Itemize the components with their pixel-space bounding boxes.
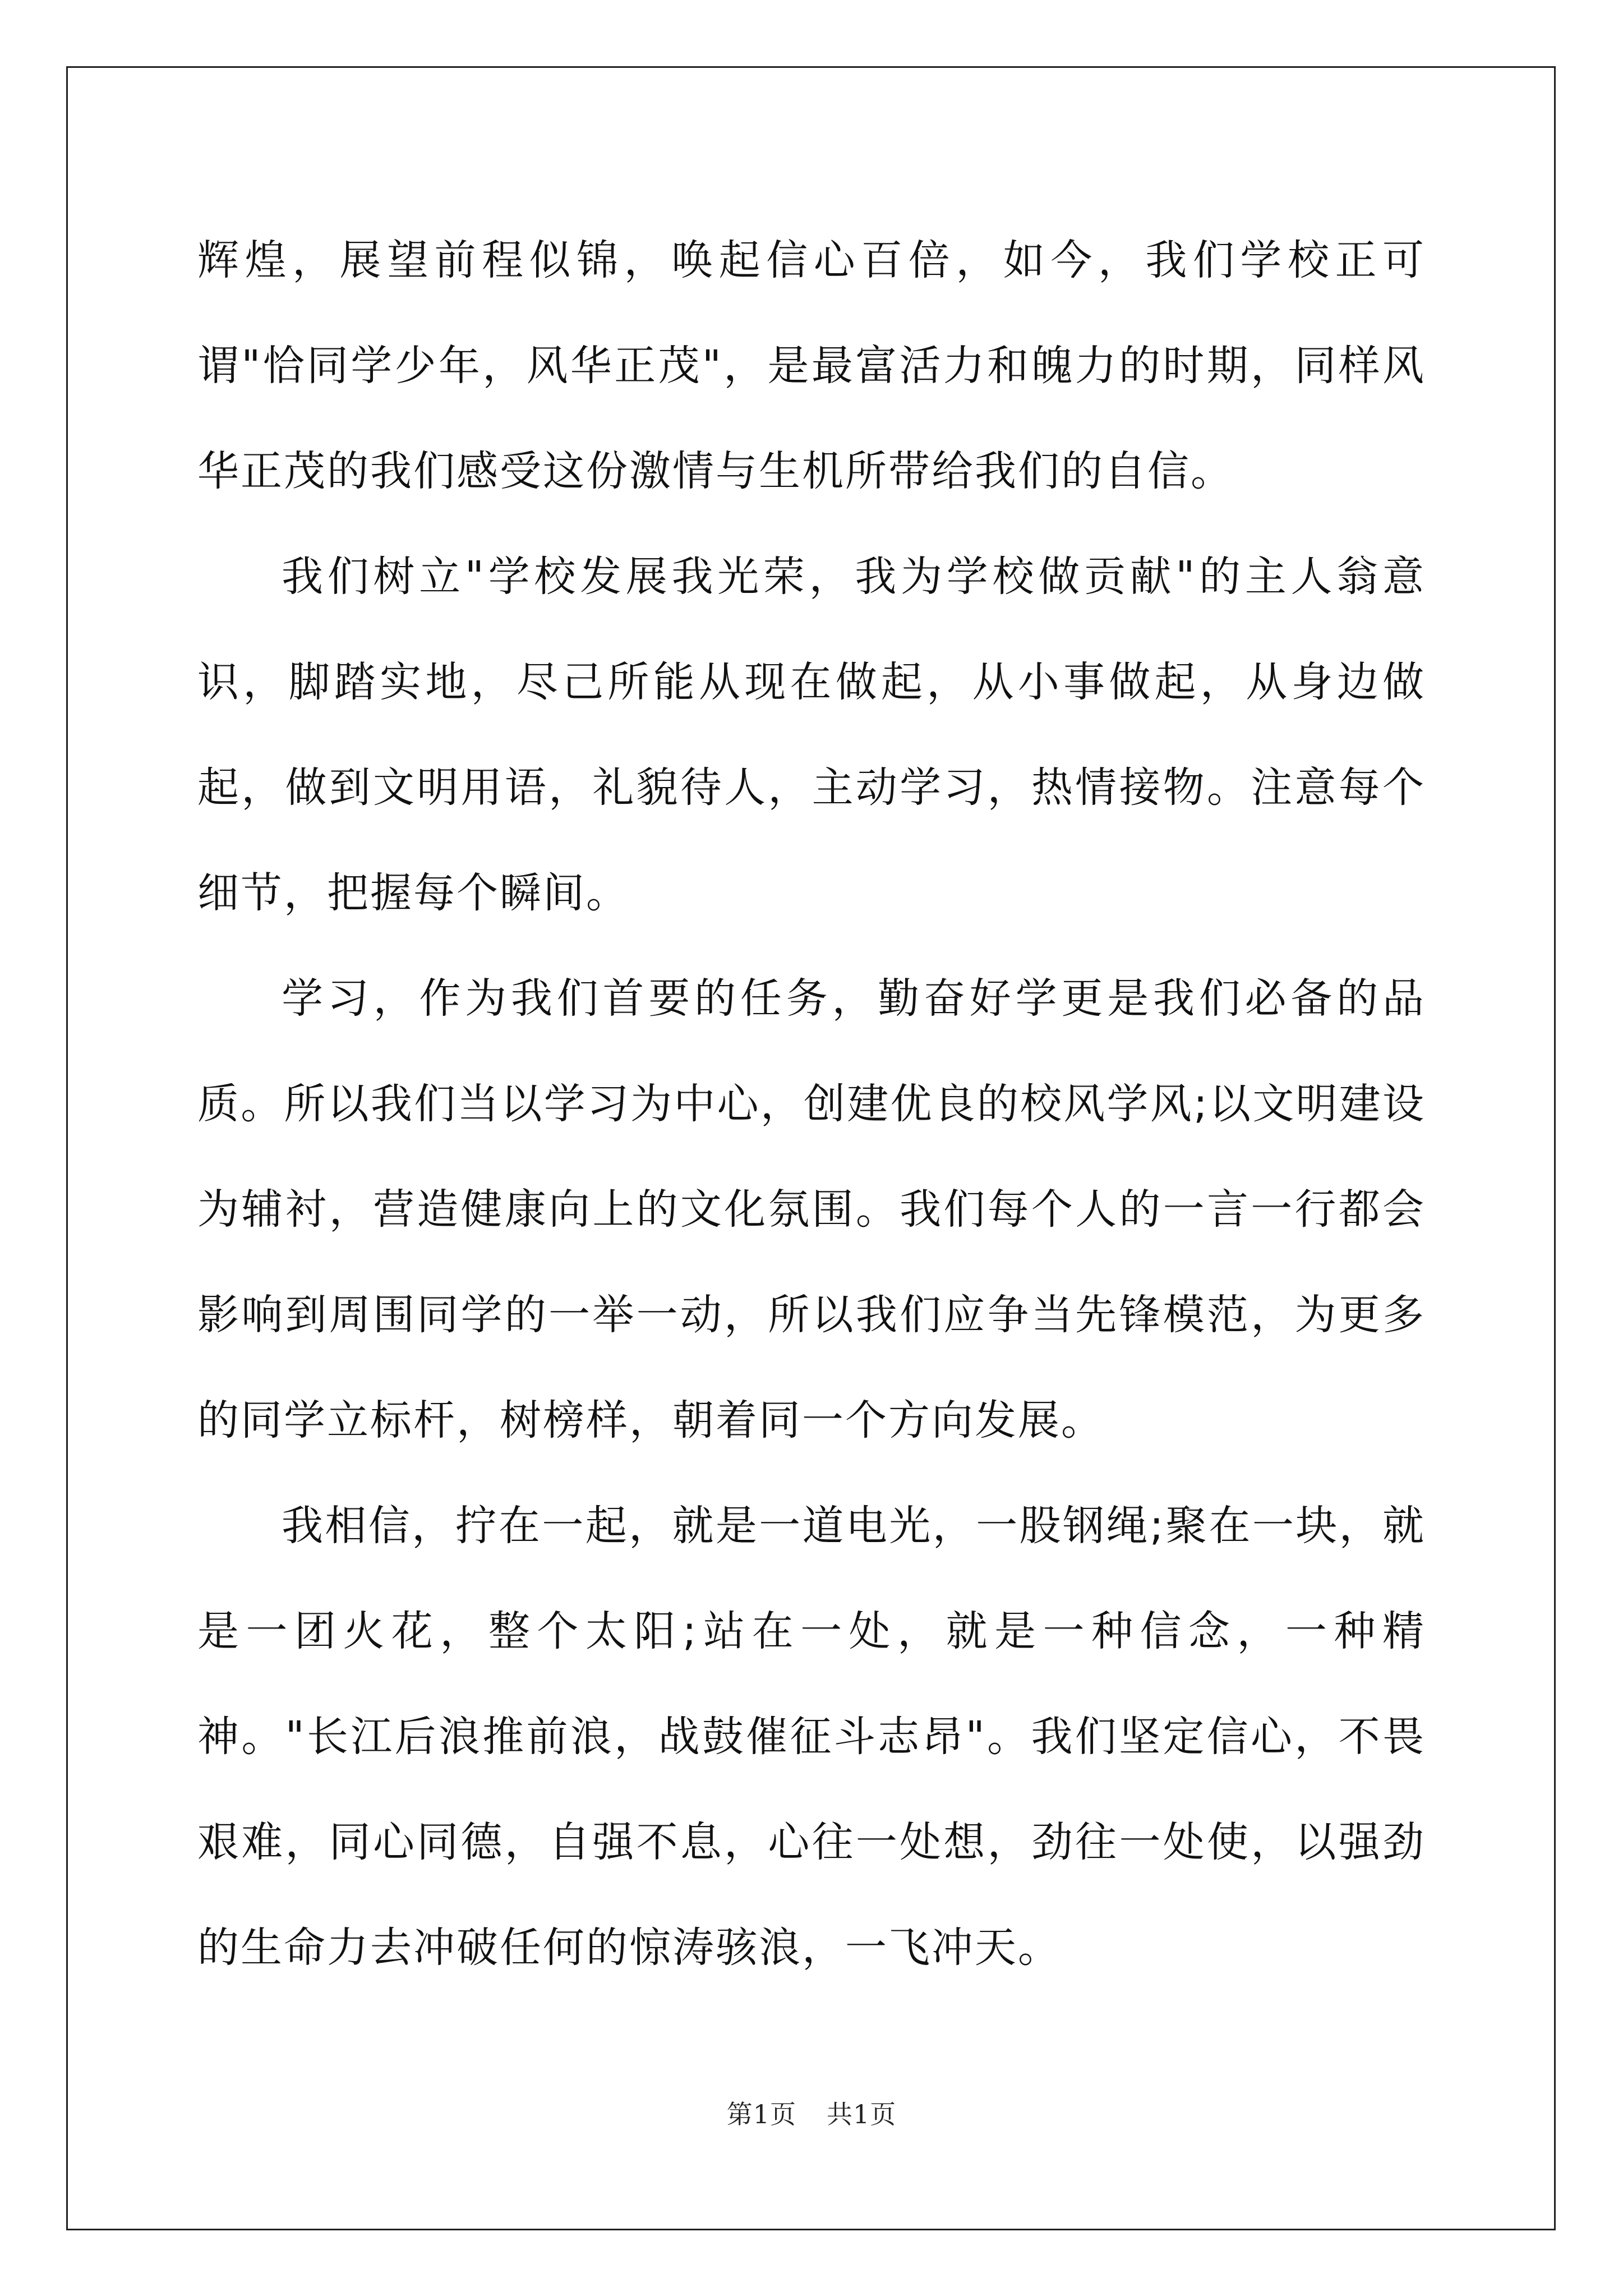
page-number: 第1页	[726, 2099, 796, 2129]
page-footer	[0, 2094, 1623, 2131]
paragraph-4: 我相信，拧在一起，就是一道电光，一股钢绳;聚在一块，就是一团火花，整个太阳;站在一处，就是一种信念，一种精神。"长江后浪推前浪，战鼓催征斗志昂"。我们坚定信心，不畏艰难，同心同德，自强不息，心往一处想，劲往一处使，以强劲的生命力去冲破任何的惊涛骇浪，一飞冲天。	[197, 1502, 1426, 1972]
document-body	[197, 208, 1426, 2000]
paragraph-1: 辉煌，展望前程似锦，唤起信心百倍，如今，我们学校正可谓"恰同学少年，风华正茂"，是最富活力和魄力的时期，同样风华正茂的我们感受这份激情与生机所带给我们的自信。	[197, 236, 1426, 495]
paragraph-2: 我们树立"学校发展我光荣，我为学校做贡献"的主人翁意识，脚踏实地，尽己所能从现在做起，从小事做起，从身边做起，做到文明用语，礼貌待人，主动学习，热情接物。注意每个细节，把握每个瞬间。	[197, 553, 1426, 917]
page-total: 共1页	[827, 2099, 897, 2129]
paragraph-3: 学习，作为我们首要的任务，勤奋好学更是我们必备的品质。所以我们当以学习为中心，创建优良的校风学风;以文明建设为辅衬，营造健康向上的文化氛围。我们每个人的一言一行都会影响到周围同学的一举一动，所以我们应争当先锋模范，为更多的同学立标杆，树榜样，朝着同一个方向发展。	[197, 974, 1426, 1444]
